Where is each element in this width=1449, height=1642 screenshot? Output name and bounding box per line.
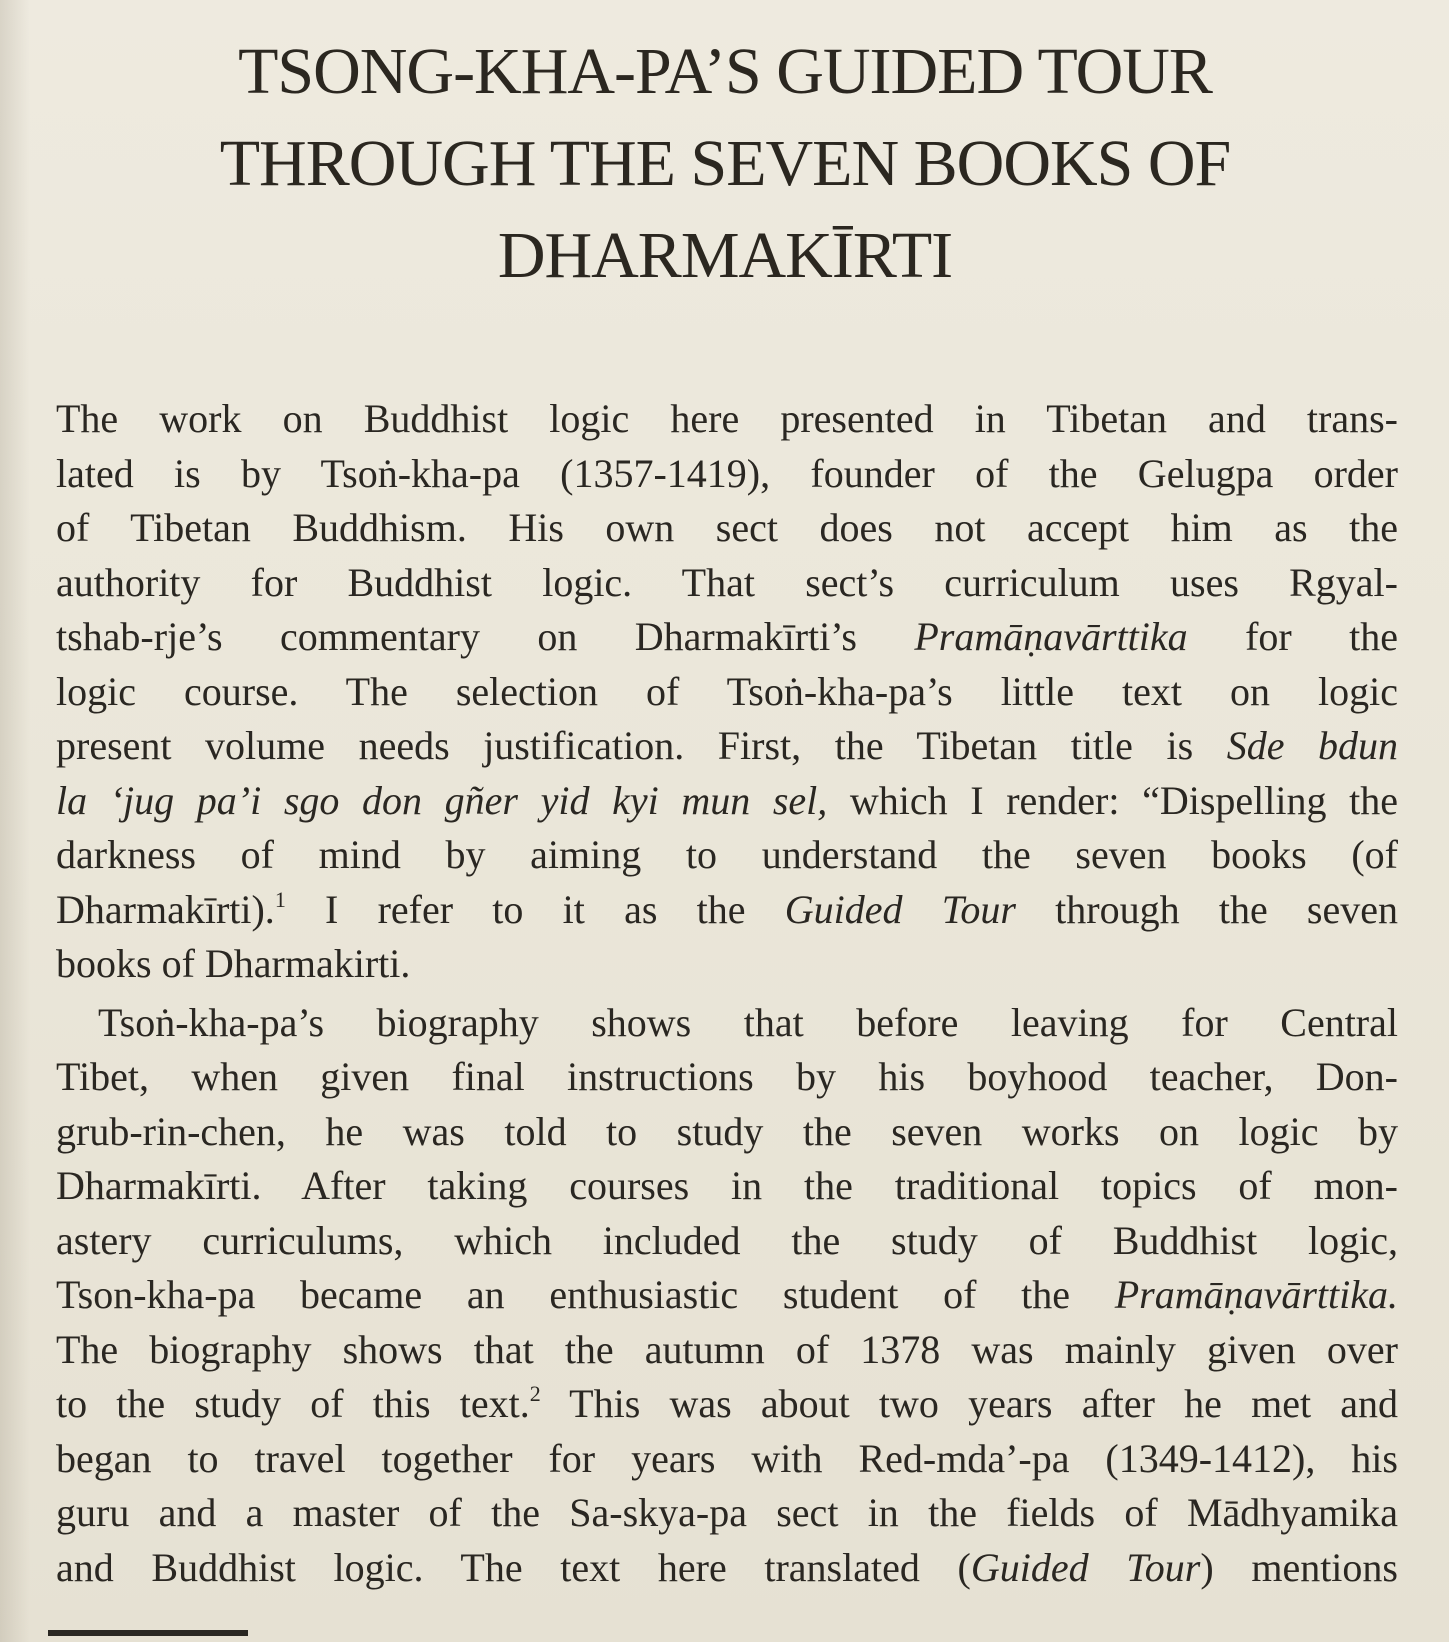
text-run: This was about two years after he met and [540,1381,1398,1426]
text-line: Tsoṅ-kha-pa’s biography shows that before leaving for Central [98,999,1398,1045]
text-run: for the [1187,614,1398,659]
text-line: The work on Buddhist logic here presented in Tibetan and trans- [56,396,1398,441]
text-run: I refer to it as the [285,886,785,932]
text-line [56,883,1398,938]
footer-rule [48,1630,248,1636]
chapter-title [100,26,1350,302]
text-line: guru and a master of the Sa-skya-pa sect in the fields of Mādhyamika [56,1490,1398,1535]
text-run: through the seven [1015,886,1398,932]
italic-title: Pramāṇavārttika. [1114,1272,1398,1317]
text-line: The biography shows that the autumn of 1378 was mainly given over [56,1326,1398,1372]
italic-title: Guided Tour [970,1544,1201,1590]
title-line-1: TSONG-KHA-PA’S GUIDED TOUR [238,35,1212,108]
text-line [56,1268,1398,1323]
text-line [56,719,1398,774]
paragraph-1 [56,392,1398,992]
italic-title: Guided Tour [784,886,1016,932]
text-run: Tson-kha-pa became an enthusiastic student of the [56,1272,1115,1317]
text-line: books of Dharmakirti. [56,941,411,986]
paragraph-2 [56,996,1398,1596]
italic-title: la ‘jug pa’i sgo don gñer yid kyi mun sel, [56,777,828,823]
text-run: to the study of this text. [56,1381,530,1426]
text-line: began to travel together for years with Red-mda’-pa (1349-1412), his [56,1435,1398,1481]
title-line-3: DHARMAKĪRTI [497,219,953,292]
text-run: Dharmakīrti). [56,886,275,932]
footnote-marker: 1 [274,886,286,912]
text-line: astery curriculums, which included the study of Buddhist logic, [56,1217,1398,1263]
title-line-2: THROUGH THE SEVEN BOOKS OF [219,127,1231,200]
text-line: Tibet, when given final instructions by his boyhood teacher, Don- [56,1054,1398,1099]
italic-title: Sde bdun [1226,723,1398,768]
text-run: which I render: “Dispelling the [827,777,1398,823]
text-run: ) mentions [1200,1544,1398,1590]
text-line: logic course. The selection of Tsoṅ-kha-pa’s little text on logic [56,668,1398,714]
text-line: lated is by Tsoṅ-kha-pa (1357-1419), founder of the Gelugpa order [56,450,1398,496]
footnote-marker: 2 [529,1381,541,1406]
text-line [56,1377,1398,1432]
text-run: and Buddhist logic. The text here translated ( [56,1544,971,1590]
text-line: authority for Buddhist logic. That sect’s curriculum uses Rgyal- [56,559,1398,605]
text-line [56,774,1398,829]
text-line: darkness of mind by aiming to understand the seven books (of [56,832,1398,877]
text-line: grub-rin-chen, he was told to study the seven works on logic by [56,1108,1398,1154]
text-line: of Tibetan Buddhism. His own sect does not accept him as the [56,505,1398,550]
text-line [56,610,1398,665]
text-line [56,1541,1398,1596]
text-run: present volume needs justification. First, the Tibetan title is [56,723,1227,768]
text-line: Dharmakīrti. After taking courses in the traditional topics of mon- [56,1163,1398,1208]
body-text [56,392,1398,1595]
italic-title: Pramāṇavārttika [914,614,1188,659]
page-gutter-shadow [0,0,30,1642]
text-run: tshab-rje’s commentary on Dharmakīrti’s [56,614,915,659]
